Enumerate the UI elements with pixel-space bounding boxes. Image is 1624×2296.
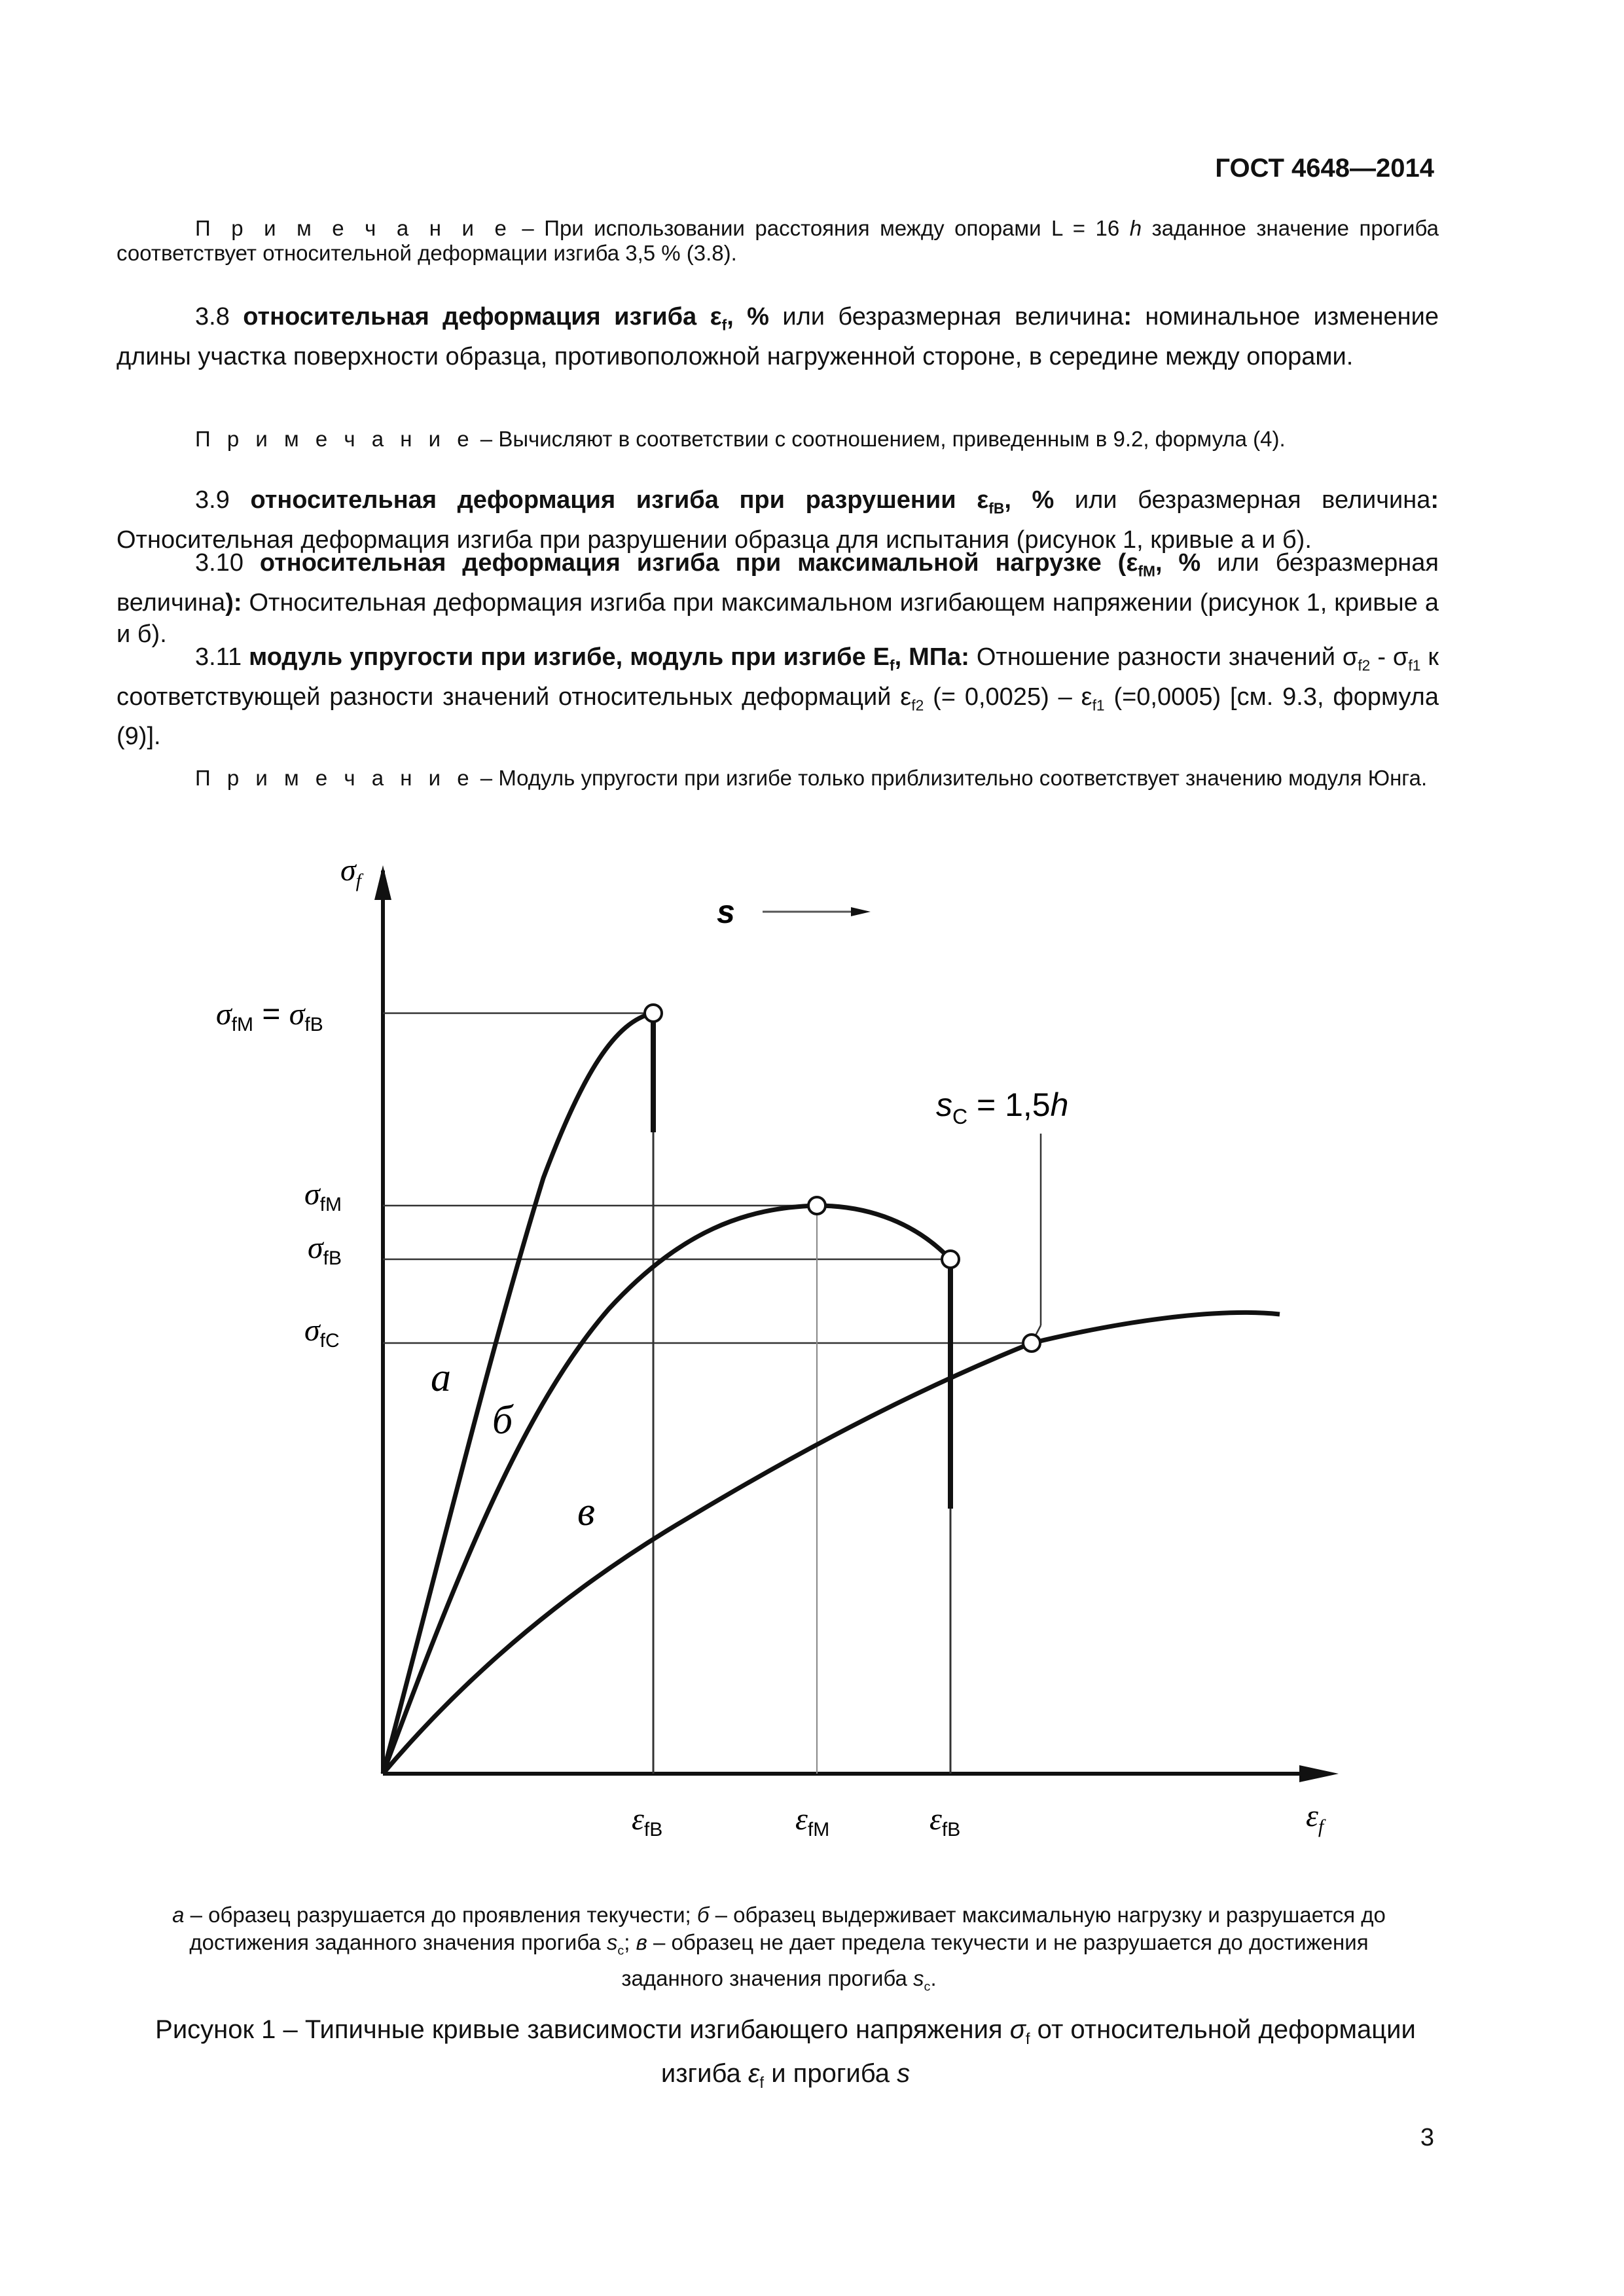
note-2: П р и м е ч а н и е – Вычисляют в соответствии с соотношением, приведенным в 9.2, формула (4). <box>195 427 1286 451</box>
paragraph-3-9: 3.9 относительная деформация изгиба при разрушении $\varepsilon_{fB}$, % или безразмерная величина: Относительная деформация изгиба при разрушении образца для испытания (рисунок 1, кривые а и б). <box>117 486 1439 554</box>
note-label: П р и м е ч а н и е <box>195 216 512 240</box>
y-axis-label: $\sigma_f$ <box>340 853 362 891</box>
paragraph-3-11: 3.11 модуль упругости при изгибе, модуль при изгибе $E_f$, МПа: Отношение разности значений $\sigma_{f2} - \sigma_{f1}$ к соответствующей разности значений относительных деформаций $\varepsilon_{f2}$ (= $0,0025) - \varepsilon_{f1}$ (=0,0005) [см. 9.3, формула (9)]. <box>117 643 1439 751</box>
paragraph-3-8: 3.8 относительная деформация изгиба $\varepsilon_f$, % или безразмерная величина: номинальное изменение длины участка поверхности образца, противоположной нагруженной стороне, в середине между опорами. <box>117 303 1439 370</box>
point-c-sc <box>1023 1335 1040 1352</box>
xtick-fb-a: $\varepsilon_{fB}$ <box>632 1802 663 1840</box>
note-1: П р и м е ч а н и е – При использовании расстояния между опорами L = 16 h заданное значение прогиба соответствует относительной деформации изгиба 3,5 % (3.8). <box>117 216 1439 265</box>
deflection-arrowhead <box>851 907 871 916</box>
curve-c <box>383 1312 1280 1774</box>
curve-label-b: б <box>492 1398 513 1443</box>
curve-b <box>383 1206 950 1774</box>
y-axis-arrow <box>374 865 391 900</box>
figure-title: Рисунок 1 – Типичные кривые зависимости изгибающего напряжения $\sigma_f$ от относительной деформации изгиба $\varepsilon_f$ и прогиба s <box>155 2015 1416 2092</box>
xtick-fb-b: $\varepsilon_{fB}$ <box>929 1802 961 1840</box>
ytick-fm: $\sigma_{fM}$ <box>304 1177 342 1215</box>
point-a-break <box>645 1005 662 1022</box>
curve-label-a: а <box>431 1355 451 1400</box>
note-label: П р и м е ч а н и е <box>195 427 475 451</box>
ytick-fm-eq-fb: $\sigma_{fM} = \sigma_{fB}$ <box>216 997 323 1035</box>
document-header: ГОСТ 4648—2014 <box>1215 154 1434 183</box>
sc-label: $s_C = 1,5h$ <box>936 1086 1069 1128</box>
x-axis-label: $\varepsilon_f$ <box>1306 1799 1324 1837</box>
ytick-fb: $\sigma_{fB}$ <box>308 1230 342 1269</box>
xtick-fm: $\varepsilon_{fM}$ <box>795 1802 830 1840</box>
figure-caption: а – образец разрушается до проявления текучести; б – образец выдерживает максимальную нагрузку и разрушается до достижения заданного значения прогиба $s_c$; в – образец не дает предела текучести и не разрушается до достижения заданного значения прогиба $s_c$. <box>172 1903 1386 1994</box>
note-label: П р и м е ч а н и е <box>195 766 475 790</box>
page-number: 3 <box>1420 2124 1434 2151</box>
deflection-label: s <box>717 893 735 930</box>
curve-label-c: в <box>577 1490 595 1534</box>
curve-a <box>383 1013 653 1774</box>
paragraph-3-10: 3.10 относительная деформация изгиба при максимальной нагрузке ($\varepsilon_{fM}$, % или безразмерная величина): Относительная деформация изгиба при максимальном изгибающем напряжении (рисунок 1, кривые а и б). <box>117 549 1439 648</box>
x-axis-arrow <box>1299 1765 1339 1782</box>
point-b-max <box>808 1197 825 1214</box>
point-b-break <box>942 1251 959 1268</box>
note-3: П р и м е ч а н и е – Модуль упругости при изгибе только приблизительно соответствует значению модуля Юнга. <box>195 766 1428 790</box>
ytick-fc: $\sigma_{fC}$ <box>304 1313 340 1352</box>
